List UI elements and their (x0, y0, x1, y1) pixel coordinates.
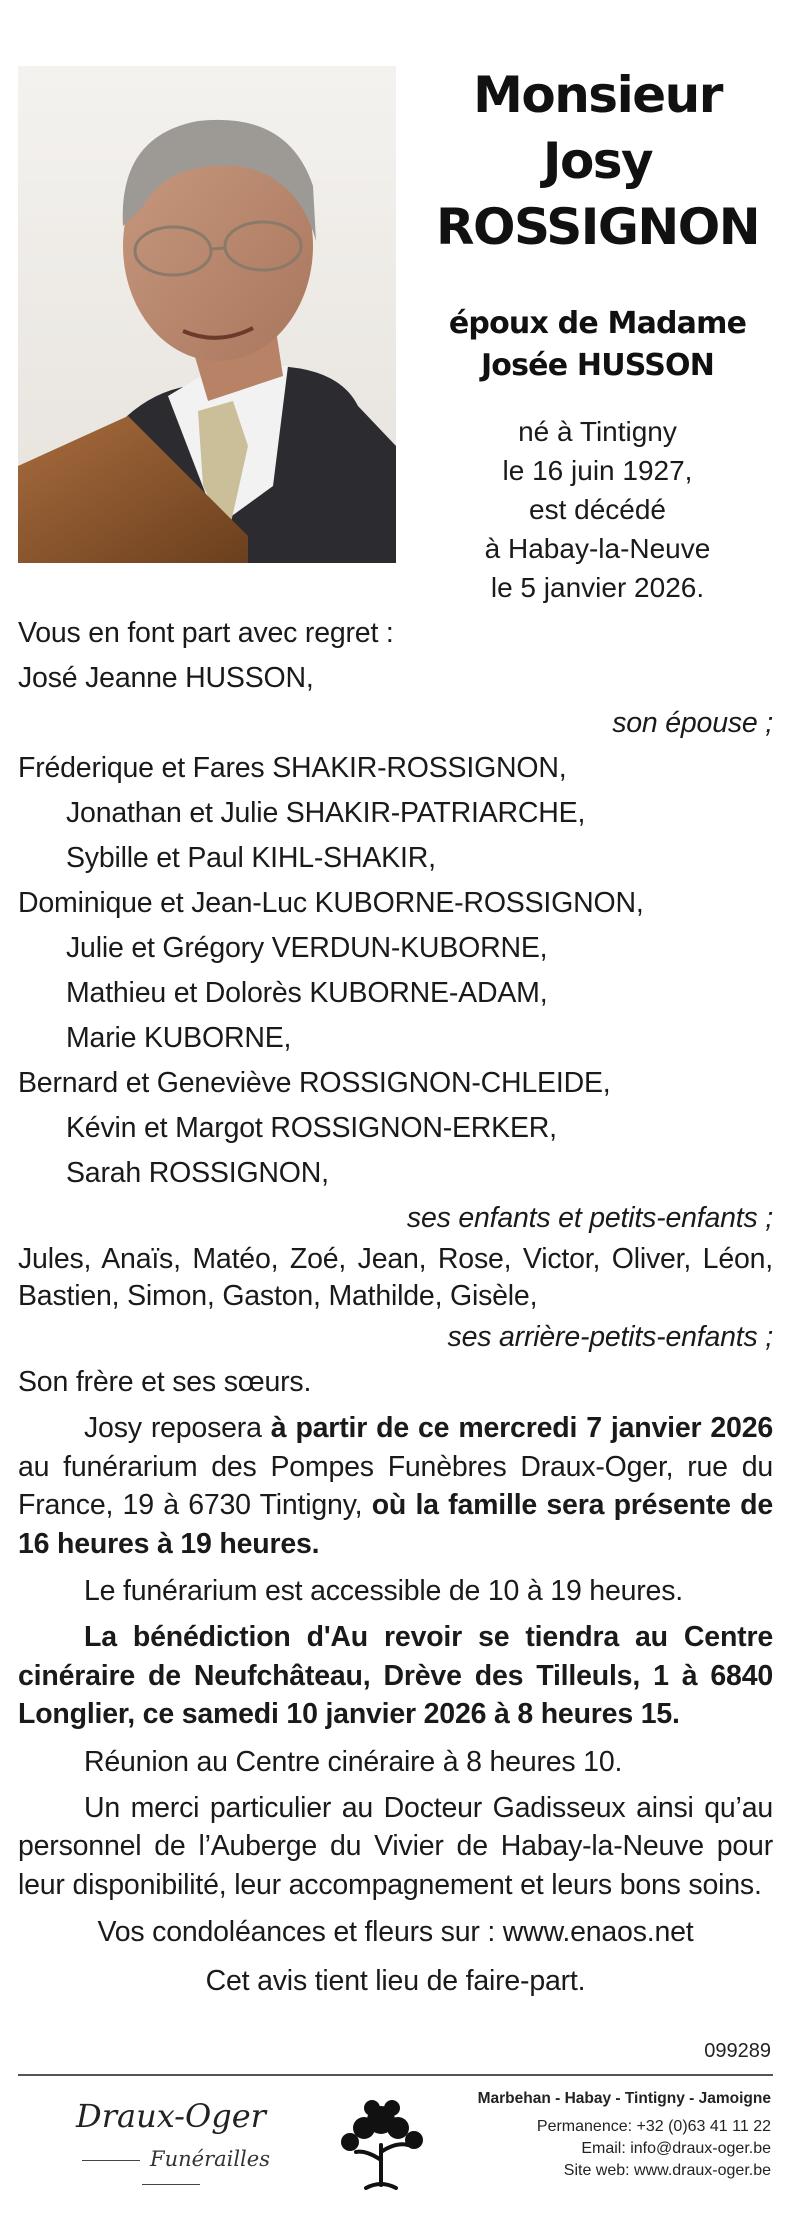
spouse-role: son épouse ; (612, 707, 773, 739)
announcement-body (18, 611, 773, 2004)
family-line: Julie et Grégory VERDUN-KUBORNE, (66, 932, 548, 964)
great-grandchildren: Jules, Anaïs, Matéo, Zoé, Jean, Rose, Victor, Oliver, Léon, Bastien, Simon, Gaston, Mathilde, Gisèle, (18, 1243, 773, 1312)
spouse-line-2: Josée HUSSON (480, 348, 715, 383)
family-line: Mathieu et Dolorès KUBORNE-ADAM, (66, 977, 548, 1009)
tree-icon (326, 2090, 436, 2190)
spouse-line-1: époux de Madame (448, 306, 747, 341)
great-grandchildren-role: ses arrière-petits-enfants ; (447, 1321, 773, 1353)
birth-line: à Habay-la-Neuve (484, 533, 711, 564)
family-line: Bernard et Geneviève ROSSIGNON-CHLEIDE, (18, 1067, 611, 1099)
rest-paragraph (18, 1409, 773, 1563)
birth-death-block (420, 412, 775, 607)
rest-place: au funérarium des Pompes Funèbres Draux-Oger, rue du France, 19 à 6730 Tintigny, (18, 1450, 773, 1521)
birth-line: le 5 janvier 2026. (490, 572, 705, 603)
birth-line: le 16 juin 1927, (502, 455, 693, 486)
family-line: Fréderique et Fares SHAKIR-ROSSIGNON, (18, 752, 567, 784)
footer-divider (18, 2074, 773, 2076)
birth-line: est décédé (529, 494, 666, 525)
children-role: ses enfants et petits-enfants ; (406, 1202, 773, 1234)
logo-subtitle: Funérailles (150, 2147, 270, 2171)
honorific: Monsieur (473, 66, 722, 124)
family-line: Kévin et Margot ROSSIGNON-ERKER, (66, 1112, 557, 1144)
blessing-paragraph: La bénédiction d'Au revoir se tiendra au Centre cinéraire de Neufchâteau, Drève des Tilleuls, 1 à 6840 Longlier, ce samedi 10 janvier 2026 à 8 heures 15. (18, 1621, 773, 1730)
email-line: Email: info@draux-oger.be (581, 2140, 771, 2157)
phone-line: Permanence: +32 (0)63 41 11 22 (536, 2118, 771, 2135)
contact-block (431, 2088, 771, 2182)
intro-line: Vous en font part avec regret : (18, 617, 394, 649)
siblings-line: Son frère et ses sœurs. (18, 1366, 312, 1398)
spouse-block (420, 303, 775, 387)
family-line: Sarah ROSSIGNON, (66, 1157, 329, 1189)
funeral-home-logo-name: Draux-Oger (76, 2097, 266, 2135)
rest-family-hours: où la famille sera présente de 16 heures à 19 heures. (18, 1489, 773, 1560)
reference-number: 099289 (704, 2040, 771, 2062)
spouse-name: José Jeanne HUSSON, (18, 662, 314, 694)
family-line: Sybille et Paul KIHL-SHAKIR, (66, 842, 436, 874)
family-line: Dominique et Jean-Luc KUBORNE-ROSSIGNON, (18, 887, 644, 919)
condolences-line: Vos condoléances et fleurs sur : www.enaos.net (97, 1916, 694, 1948)
notice-line: Cet avis tient lieu de faire-part. (205, 1965, 586, 1997)
rest-text: Josy reposera (84, 1412, 271, 1444)
funeral-home-logo-sub (40, 2147, 302, 2195)
portrait-photo (18, 66, 396, 563)
family-line: Jonathan et Julie SHAKIR-PATRIARCHE, (66, 797, 586, 829)
rest-date: à partir de ce mercredi 7 janvier 2026 (270, 1412, 774, 1444)
family-line: Marie KUBORNE, (66, 1022, 292, 1054)
last-name: ROSSIGNON (435, 198, 760, 256)
thanks-paragraph: Un merci particulier au Docteur Gadisseux ainsi qu’au personnel de l’Auberge du Vivier de Habay-la-Neuve pour leur disponibilité, leur accompagnement et leurs bons soins. (18, 1791, 773, 1901)
website-line: Site web: www.draux-oger.be (563, 2162, 771, 2179)
access-hours: Le funérarium est accessible de 10 à 19 heures. (84, 1575, 683, 1607)
birth-line: né à Tintigny (518, 416, 677, 447)
towns-line: Marbehan - Habay - Tintigny - Jamoigne (477, 2090, 771, 2107)
meeting-line: Réunion au Centre cinéraire à 8 heures 10. (84, 1745, 623, 1778)
first-name: Josy (542, 132, 653, 190)
deceased-name-block (420, 62, 775, 260)
